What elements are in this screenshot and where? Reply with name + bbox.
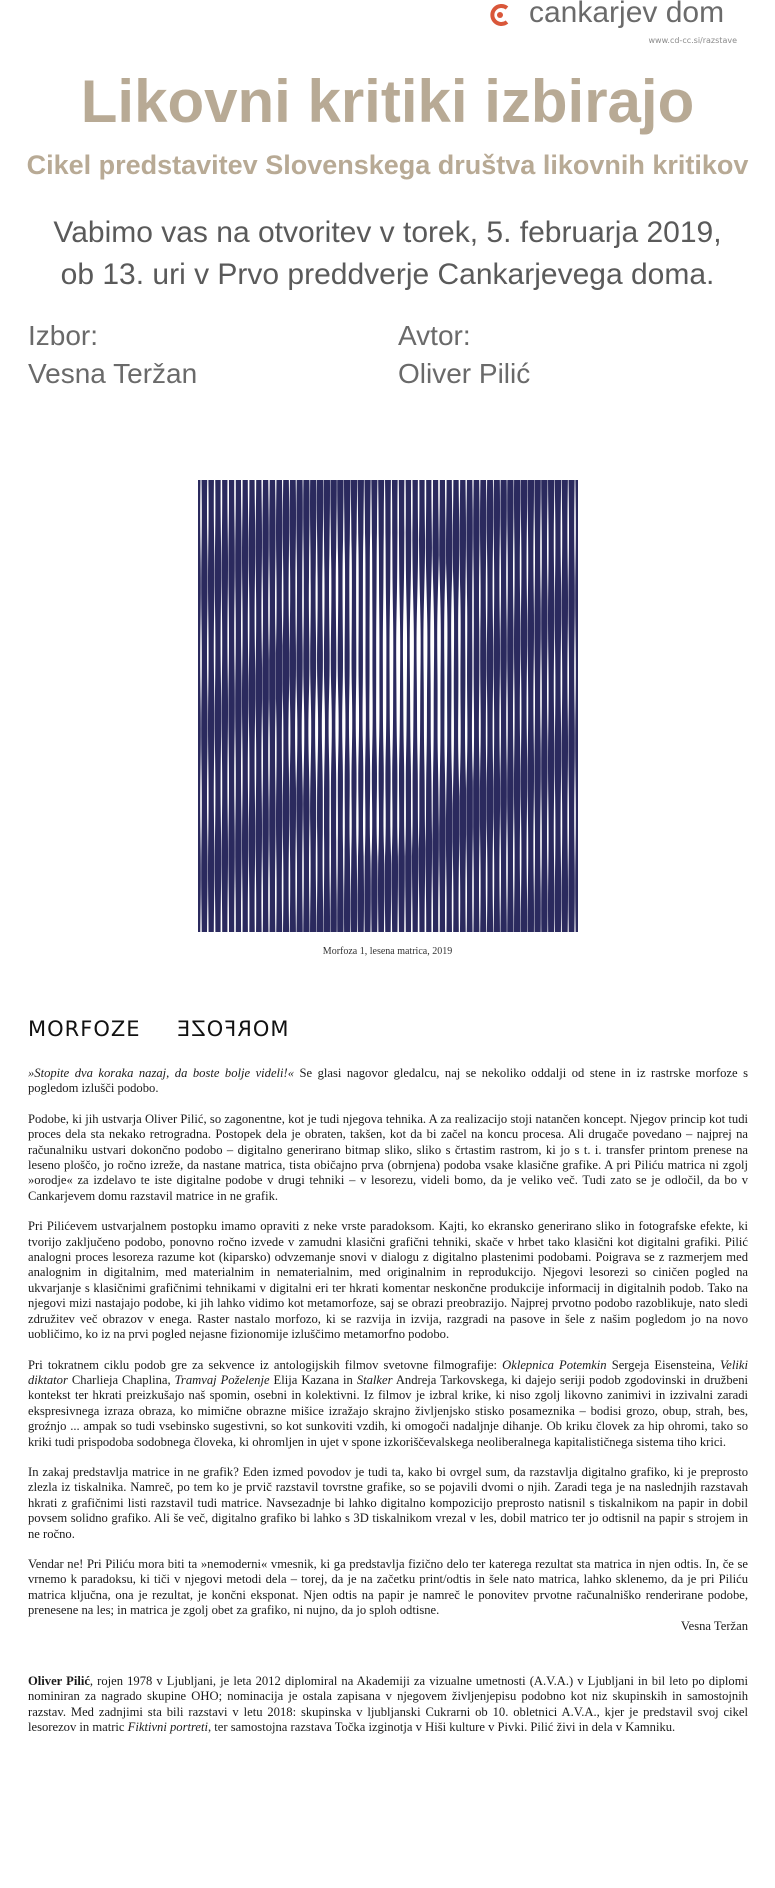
paragraph-text: Charlieja Chaplina, — [67, 1372, 175, 1387]
article-signature: Vesna Teržan — [680, 1618, 748, 1633]
paragraph-text: Elija Kazana in — [269, 1372, 357, 1387]
paragraph — [28, 1358, 748, 1450]
raster-stripe — [527, 480, 529, 932]
brand-logo — [487, 0, 737, 48]
paragraph — [28, 1066, 748, 1097]
section-heading-text: MORFOZE — [28, 1017, 141, 1041]
cd-logo-icon — [487, 2, 513, 28]
bio-text: , ter samostojna razstava Točka izginotja v Hiši kulture v Pivki. Pilić živi in dela v Kamniku. — [208, 1720, 676, 1735]
author-name: Oliver Pilić — [398, 358, 531, 389]
film-title: Tramvaj Poželenje — [174, 1372, 270, 1387]
brand-url: www.cd-cc.si/razstave — [648, 36, 737, 45]
article-body — [28, 1066, 748, 1751]
paragraph-text: Se glasi nagovor gledalcu, naj se nekoliko oddalji od stene in iz rastrske morfoze s pogledom izlušči podobo. — [28, 1066, 748, 1096]
raster-stripe — [540, 480, 542, 932]
raster-stripe — [533, 480, 535, 932]
author-label: Avtor: — [398, 320, 471, 351]
film-title: Stalker — [356, 1372, 393, 1387]
artwork-caption: Morfoza 1, lesena matrica, 2019 — [322, 946, 453, 957]
film-title: Oklepnica Potemkin — [502, 1357, 607, 1372]
brand-name: cankarjev dom — [529, 0, 725, 29]
paragraph: Podobe, ki jih ustvarja Oliver Pilić, so zagonentne, kot je tudi njegova tehnika. A za realizacijo stoji natančen koncept. Njegov princip kot tudi proces dela sta nekako retrogradna. Postopek dela je obraten, takšen, kot da bi začel na koncu procesa. Ali drugače povedano – najprej na računalniku ustvari dokončno podobo – digitalno generirano bitmap sliko, sliko s črtastim rastrom, ki jo s t. i. transfer printom prenese na leseno ploščo, jo ročno izreže, da nastane matrica, tista običajno prva (obrnjena) podoba vsake klasične grafike. A pri Piliću matrica ni zgolj »orodje« za izdelavo te iste digitalne podobe v drugi tehniki – v lesorezu, videli bomo, da je veliko več. Tudi zato se je odločil, da bo v Cankarjevem domu razstavil matrice in ne grafik. — [28, 1111, 748, 1203]
paragraph-text: Sergeja Eisensteina, — [606, 1357, 721, 1372]
curator-label: Izbor: — [28, 320, 99, 351]
raster-stripe — [547, 480, 549, 932]
page-title: Likovni kritiki izbirajo — [80, 68, 695, 135]
paragraph: Pri Pilićevem ustvarjalnem postopku imamo opraviti z neke vrste paradoksom. Kajti, ko ekransko generirano sliko in fotografske efekte, ki tvorijo zaključeno podobo, ponovno ročno izvede v zamudni klasični grafični tehniki, skače v hrbet tako klasični kot digitalni grafiki. Pilić analogni proces lesoreza razume kot (kiparsko) odvzemanje snovi v dialogu z digitalno plastenimi podobami. Poigrava se z razmerjem med analognim in digitalnim, med materialnim in nematerialnim, med originalnim in reprodukcijo. Njegovi lesorezi so ciničen pogled na ukvarjanje s klasičnimi grafičnimi tehnikami v digitalni eri ter hkrati komentar neskončne produkcije informacij in digitalnih podob. Tako na njegovi mizi nastajajo podobe, ki jih lahko vidimo kot metamorfoze, saj se obrazi preobrazijo. Najprej prvotno podobo razoblikuje, nato sledi združitev več obrazov v enega. Raster nastalo morfozo, ki se razvija in izvija, razgradi na pasove in šele z našim pogledom jo na novo uobličimo, ko iz na prvi pogled nejasne fizionomije izluščimo metamorfno podobo. — [28, 1219, 748, 1342]
invitation-line-2: ob 13. uri v Prvo preddverje Cankarjevega doma. — [60, 258, 715, 291]
author-bio — [28, 1674, 748, 1736]
bio-series-title: Fiktivni portreti — [127, 1720, 208, 1735]
quote-text: »Stopite dva koraka nazaj, da boste bolje videli!« — [28, 1066, 295, 1080]
raster-stripe — [513, 480, 515, 932]
invitation-line-1: Vabimo vas na otvoritev v torek, 5. februarja 2019, — [53, 216, 722, 249]
page-subtitle: Cikel predstavitev Slovenskega društva likovnih kritikov — [26, 150, 749, 180]
film-title: Veliki diktator — [28, 1357, 748, 1387]
paragraph-text: Andreja Tarkovskega, ki dajejo seriji podob zgodovinski in družbeni kontekst ter hkrati preizkušajo naš spomin, osebni in kolektivni. Iz filmov je izbral krike, ki niso zgolj likovno zanimivi in izzivalni zaradi ekspresivnega izraza obraza, ko mimične obrazne mišice izražajo skrajno življenjsko stisko posameznika – bodisi grozo, obup, strah, bes, groźnjo ... ampak so tudi vsebinsko sugestivni, so kot sunkoviti vzdih, ki omogoči nadaljnje dihanje. Ob kriku človek za hip ohromi, tako so kriki tudi prispodoba sodobnega človeka, ki ohromljen in ujet v spone izkoriščevalskega neoliberalnega kapitalističnega sistema tiho krici. — [28, 1372, 749, 1449]
section-heading — [28, 1017, 289, 1041]
raster-stripe — [506, 480, 508, 932]
bio-name: Oliver Pilić — [28, 1674, 90, 1688]
paragraph: Vendar ne! Pri Piliću mora biti ta »nemoderni« vmesnik, ki ga predstavlja fizično delo ter katerega rezultat sta matrica in njen odtis. In, če se vrnemo k paradoksu, ki tiči v njegovi metodi dela – torej, da je na začetku print/odtis in šele nato matrica, lahko sklenemo, da je pri Piliću matrica ključna, ona je rezultat, je končni eksponat. Njen odtis na papir je namreč le ponovitev prvotne računalniško renderirane podobe, prenesene na les; in matrica je zgolj obet za grafiko, ni nujno, da jo sploh odtisne. — [28, 1556, 748, 1618]
paragraph: In zakaj predstavlja matrice in ne grafik? Eden izmed povodov je tudi ta, kako bi ovrgel sum, da razstavlja digitalno grafiko, ki je preprosto zlezla iz tiskalnika. Namreč, po tem ko je prvič razstavil tovrstne grafike, so se pojavili dvomi o njih. Zaradi tega je na naslednjih razstavah hkrati z grafičnimi listi razstavil tudi matrice. Navsezadnje bi lahko digitalno kompozicijo preprosto natisnil s tiskalnikom na papir in dobil povsem solidno grafiko. Ali še več, digitalno grafiko bi lahko s 3D tiskalnikom vrezal v les, dobil matrico ter jo odtisnil na papir s strojem in ne ročno. — [28, 1464, 748, 1541]
raster-stripe — [520, 480, 522, 932]
artwork-image — [198, 480, 578, 932]
section-heading-mirrored: MORFOZE — [176, 1017, 289, 1041]
bio-text: , rojen 1978 v Ljubljani, je leta 2012 diplomiral na Akademiji za vizualne umetnosti (A.V.A.) v Ljubljani in bil leto po diplomi nominiran za nagrado skupine OHO; nominacija je ostala zapisana v njegovem življenjepisu podobno kot niz skupinskih in samostojnih razstav. Med zadnjimi sta bili razstavi v letu 2018: skupinska v ljubljanski Cukrarni ob 10. obletnici A.V.A., kjer je predstavil svoj cikel lesorezov in matric — [28, 1674, 748, 1735]
paragraph-text: Pri tokratnem ciklu podob gre za sekvence iz antologijskih filmov svetovne filmografije: — [28, 1357, 503, 1372]
curator-name: Vesna Teržan — [28, 358, 198, 389]
